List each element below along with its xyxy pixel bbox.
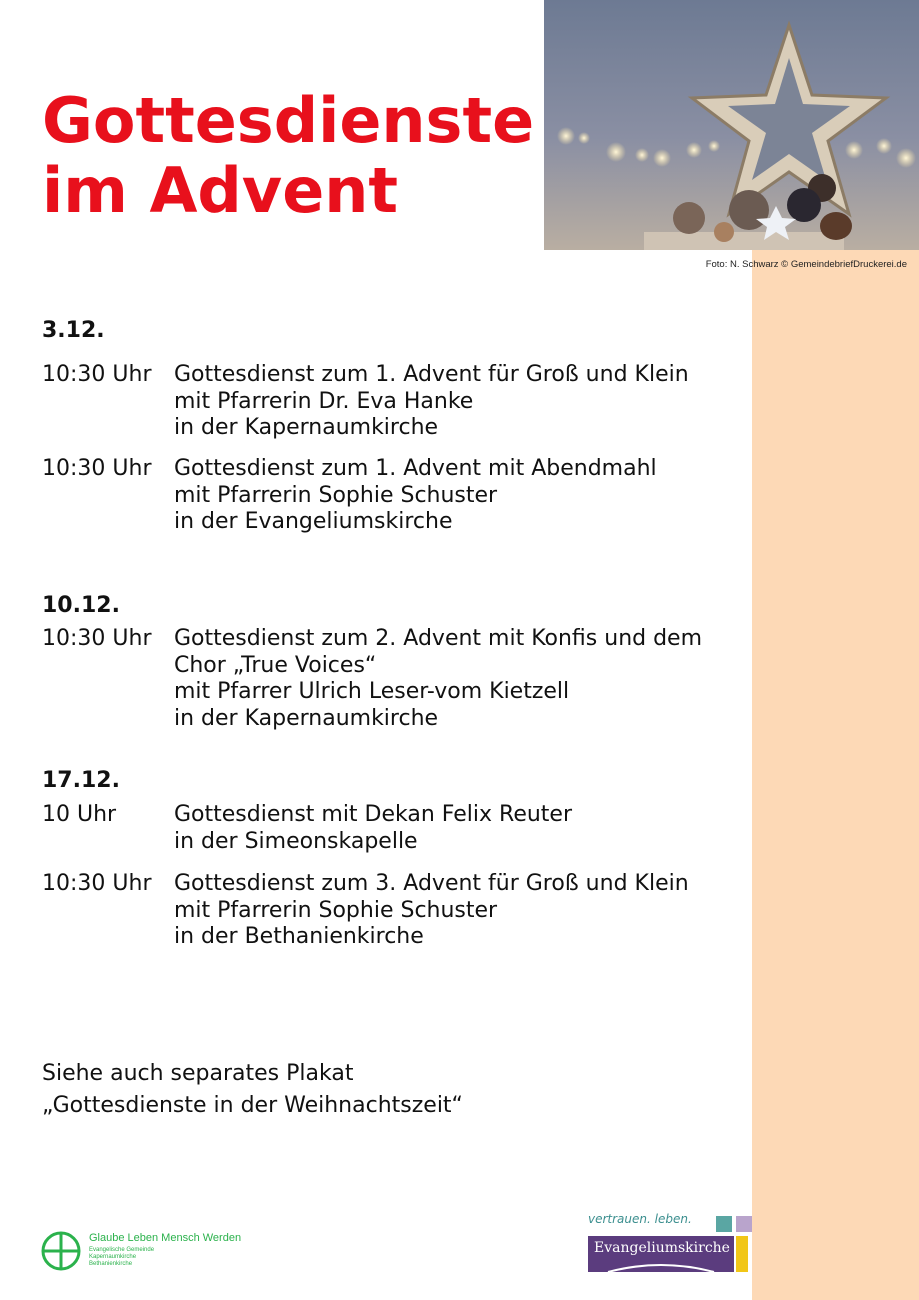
service-line: Gottesdienst zum 3. Advent für Groß und Klein bbox=[174, 871, 689, 896]
service-line: in der Evangeliumskirche bbox=[174, 509, 453, 534]
service-entry bbox=[42, 362, 742, 442]
page-title bbox=[42, 86, 534, 226]
service-description bbox=[174, 802, 754, 855]
lilac-square bbox=[736, 1216, 752, 1232]
cross-circle-icon bbox=[40, 1230, 82, 1272]
service-line: Chor „True Voices“ bbox=[174, 652, 377, 678]
service-entry bbox=[42, 802, 742, 858]
logo-gemeinde-names bbox=[89, 1247, 154, 1268]
gemeinde-logo bbox=[40, 1228, 280, 1278]
service-line: Gottesdienst zum 2. Advent mit Konfis und dem bbox=[174, 626, 703, 651]
service-line: in der Simeonskapelle bbox=[174, 828, 418, 854]
logo-name-bar bbox=[588, 1236, 734, 1272]
date-heading: 10.12. bbox=[42, 593, 120, 618]
photo-credit: Foto: N. Schwarz © GemeindebriefDruckerei.de bbox=[705, 259, 907, 270]
date-heading: 17.12. bbox=[42, 768, 120, 793]
service-line: in der Bethanienkirche bbox=[174, 924, 424, 949]
advent-star-photo bbox=[544, 0, 919, 250]
logo-claim: vertrauen. leben. bbox=[588, 1212, 692, 1226]
service-entry bbox=[42, 626, 742, 736]
sidebar-peach-band bbox=[752, 250, 919, 1300]
service-entry bbox=[42, 456, 742, 536]
star-decoration-image bbox=[544, 0, 919, 250]
gemeinde-line: Kapernaumkirche bbox=[89, 1254, 137, 1260]
service-line: Gottesdienst mit Dekan Felix Reuter bbox=[174, 802, 573, 827]
service-line: mit Pfarrerin Dr. Eva Hanke bbox=[174, 388, 474, 414]
gemeinde-line: Bethanienkirche bbox=[89, 1261, 133, 1267]
gemeinde-line: Evangelische Gemeinde bbox=[89, 1247, 155, 1253]
service-line: mit Pfarrerin Sophie Schuster bbox=[174, 897, 498, 923]
service-time: 10 Uhr bbox=[42, 802, 117, 827]
service-line: Gottesdienst zum 1. Advent für Groß und Klein bbox=[174, 362, 689, 387]
date-heading: 3.12. bbox=[42, 318, 105, 343]
service-line: in der Kapernaumkirche bbox=[174, 705, 439, 731]
service-line: in der Kapernaumkirche bbox=[174, 415, 439, 440]
title-line-2: im Advent bbox=[42, 154, 399, 227]
service-line: Gottesdienst zum 1. Advent mit Abendmahl bbox=[174, 456, 657, 481]
service-time: 10:30 Uhr bbox=[42, 871, 152, 896]
service-line: mit Pfarrerin Sophie Schuster bbox=[174, 482, 498, 508]
service-description bbox=[174, 362, 754, 442]
service-time: 10:30 Uhr bbox=[42, 626, 152, 651]
evangeliumskirche-logo bbox=[588, 1212, 752, 1274]
teal-square bbox=[716, 1216, 732, 1232]
logo-arc bbox=[588, 1236, 734, 1272]
note-line: „Gottesdienste in der Weihnachtszeit“ bbox=[42, 1093, 463, 1118]
service-entry bbox=[42, 871, 742, 951]
logo-slogan: Glaube Leben Mensch Werden bbox=[89, 1232, 242, 1244]
service-time: 10:30 Uhr bbox=[42, 456, 152, 481]
service-description bbox=[174, 626, 754, 732]
service-description bbox=[174, 456, 754, 536]
service-line: mit Pfarrer Ulrich Leser-vom Kietzell bbox=[174, 679, 570, 704]
yellow-bar bbox=[736, 1236, 748, 1272]
logo-church-name: Evangeliumskirche bbox=[594, 1240, 730, 1256]
title-line-1: Gottesdienste bbox=[42, 84, 535, 157]
note-line: Siehe auch separates Plakat bbox=[42, 1061, 354, 1086]
service-time: 10:30 Uhr bbox=[42, 362, 152, 387]
service-description bbox=[174, 871, 754, 951]
poster-reference-note bbox=[42, 1058, 463, 1122]
